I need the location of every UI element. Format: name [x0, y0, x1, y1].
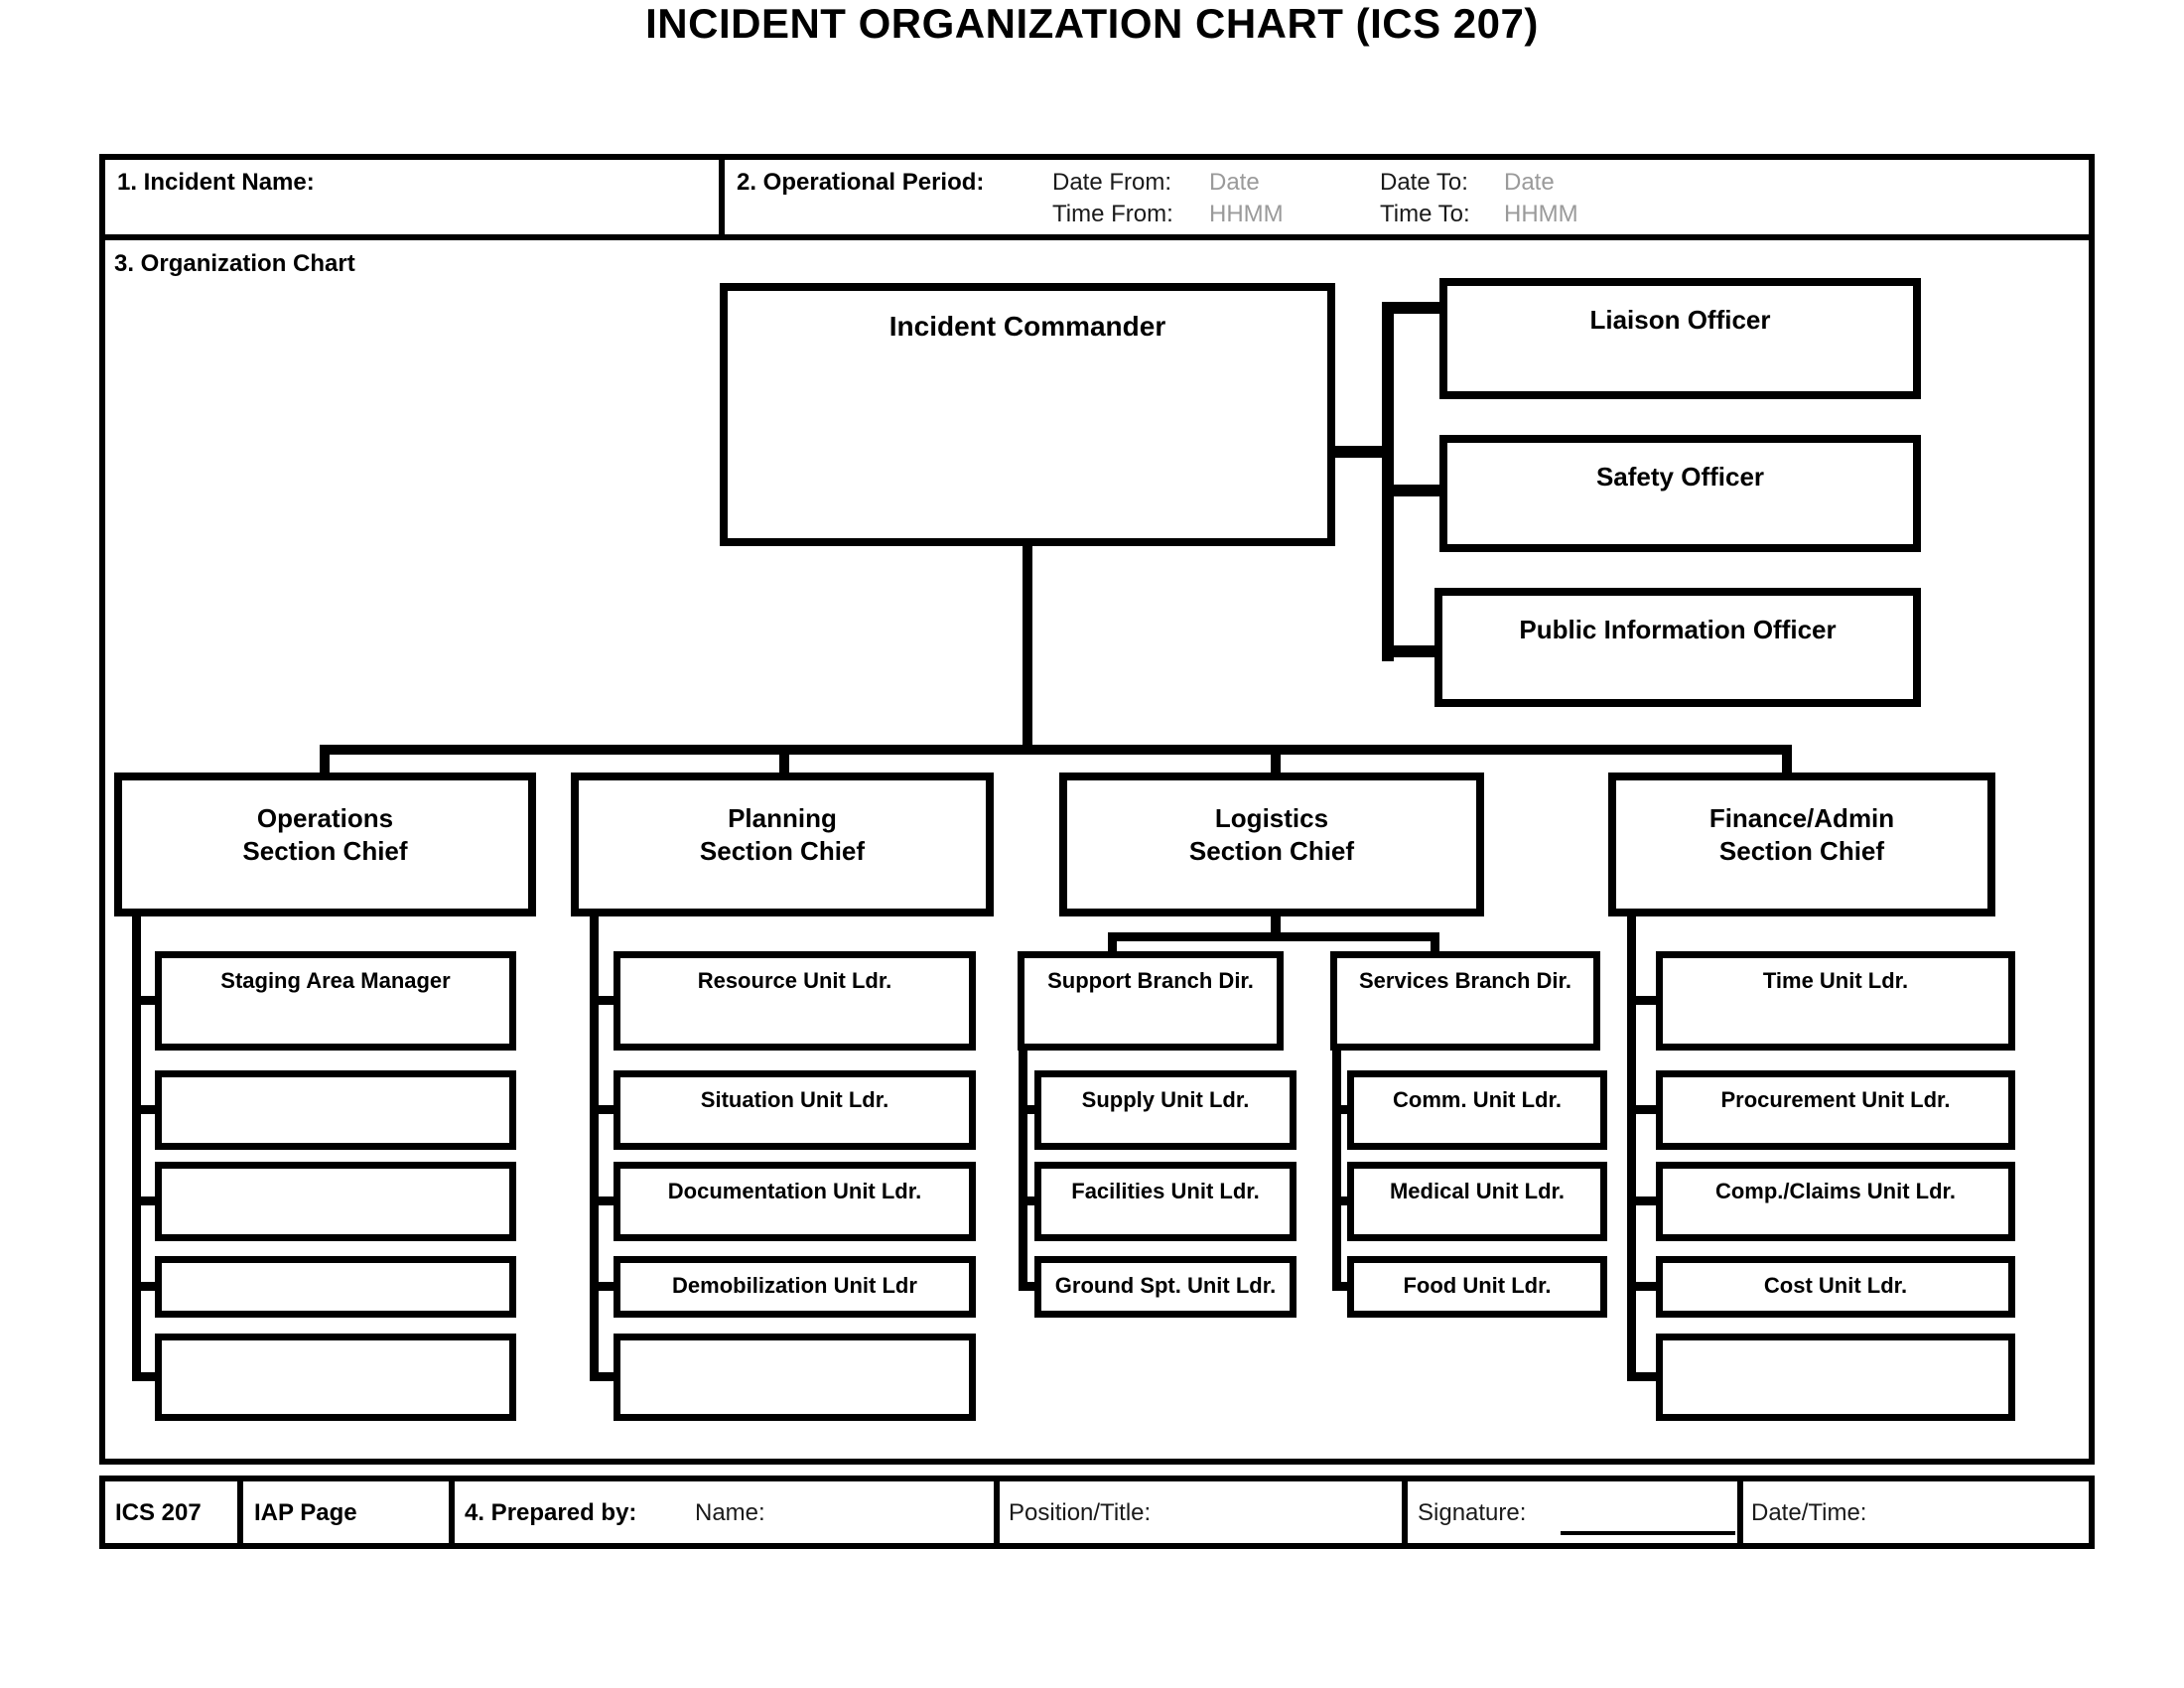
finance-chief-label: Finance/Admin Section Chief: [1708, 803, 1895, 866]
time-from-field[interactable]: HHMM: [1209, 201, 1284, 227]
logistics-chief-box[interactable]: [1059, 773, 1484, 916]
support-branch-box[interactable]: Support Branch Dir.: [1018, 951, 1284, 1051]
footer-position-label[interactable]: Position/Title:: [1009, 1499, 1152, 1526]
footer-divider-3: [994, 1476, 1000, 1549]
planning-chief-box[interactable]: [571, 773, 994, 916]
footer-prepared-by-label: 4. Prepared by:: [465, 1499, 637, 1526]
finance-chief-box[interactable]: [1608, 773, 1995, 916]
connector-services-spine: [1332, 1045, 1341, 1287]
date-to-label: Date To:: [1380, 169, 1468, 196]
connector-ic-drop: [1023, 544, 1032, 755]
operations-chief-box[interactable]: [114, 773, 536, 916]
incident-name-field[interactable]: [328, 164, 715, 233]
connector-liaison-stub: [1382, 302, 1439, 314]
footer-signature-label[interactable]: Signature:: [1418, 1499, 1527, 1526]
footer-divider-4: [1402, 1476, 1408, 1549]
public-information-officer-box[interactable]: [1434, 588, 1921, 707]
finance-unit-box-2[interactable]: Procurement Unit Ldr.: [1656, 1070, 2015, 1150]
services-unit-box-2[interactable]: Medical Unit Ldr.: [1347, 1162, 1607, 1241]
planning-chief-label: Planning Section Chief: [699, 803, 866, 866]
operations-unit-box-1[interactable]: Staging Area Manager: [155, 951, 516, 1051]
signature-underline[interactable]: [1561, 1531, 1735, 1535]
date-from-field[interactable]: Date: [1209, 169, 1260, 196]
planning-unit-box-2[interactable]: Situation Unit Ldr.: [614, 1070, 976, 1150]
date-to-field[interactable]: Date: [1504, 169, 1555, 196]
footer-datetime-label[interactable]: Date/Time:: [1751, 1499, 1867, 1526]
operations-unit-box-2[interactable]: [155, 1070, 516, 1150]
footer-iap-page: IAP Page: [254, 1499, 357, 1526]
finance-unit-box-3[interactable]: Comp./Claims Unit Ldr.: [1656, 1162, 2015, 1241]
footer-divider-1: [237, 1476, 243, 1549]
time-from-label: Time From:: [1052, 201, 1173, 227]
finance-unit-box-4[interactable]: Cost Unit Ldr.: [1656, 1256, 2015, 1318]
support-unit-box-1[interactable]: Supply Unit Ldr.: [1034, 1070, 1297, 1150]
safety-officer-label: Safety Officer: [1595, 462, 1765, 492]
connector-planning-spine: [590, 914, 599, 1381]
operations-unit-box-3[interactable]: [155, 1162, 516, 1241]
services-unit-box-1[interactable]: Comm. Unit Ldr.: [1347, 1070, 1607, 1150]
operations-unit-box-5[interactable]: [155, 1334, 516, 1421]
finance-unit-box-1[interactable]: Time Unit Ldr.: [1656, 951, 2015, 1051]
connector-pio-stub: [1382, 645, 1434, 657]
connector-operations-spine: [132, 914, 141, 1381]
liaison-officer-box[interactable]: [1439, 278, 1921, 399]
time-to-field[interactable]: HHMM: [1504, 201, 1578, 227]
planning-unit-box-4[interactable]: Demobilization Unit Ldr: [614, 1256, 976, 1318]
planning-unit-box-3[interactable]: Documentation Unit Ldr.: [614, 1162, 976, 1241]
operations-unit-box-4[interactable]: [155, 1256, 516, 1318]
date-from-label: Date From:: [1052, 169, 1172, 196]
header-divider: [719, 154, 725, 240]
support-unit-box-3[interactable]: Ground Spt. Unit Ldr.: [1034, 1256, 1297, 1318]
header-bottom-border: [99, 234, 2095, 240]
op-period-label: 2. Operational Period:: [737, 169, 985, 196]
footer-name-label[interactable]: Name:: [695, 1499, 765, 1526]
connector-support-spine: [1019, 1045, 1027, 1287]
planning-unit-box-1[interactable]: Resource Unit Ldr.: [614, 951, 976, 1051]
time-to-label: Time To:: [1380, 201, 1470, 227]
connector-officers-spine: [1382, 302, 1394, 661]
connector-safety-stub: [1382, 485, 1439, 496]
planning-unit-box-5[interactable]: [614, 1334, 976, 1421]
support-unit-box-2[interactable]: Facilities Unit Ldr.: [1034, 1162, 1297, 1241]
incident-commander-label: Incident Commander: [888, 311, 1166, 342]
footer-divider-2: [449, 1476, 455, 1549]
operations-chief-label: Operations Section Chief: [242, 803, 408, 866]
page-title: INCIDENT ORGANIZATION CHART (ICS 207): [645, 0, 1539, 47]
incident-name-label: 1. Incident Name:: [117, 169, 315, 196]
safety-officer-box[interactable]: [1439, 435, 1921, 552]
public-information-officer-label: Public Information Officer: [1519, 615, 1837, 644]
connector-finance-spine: [1627, 914, 1636, 1381]
footer-form-id: ICS 207: [115, 1499, 202, 1526]
finance-unit-box-5[interactable]: [1656, 1334, 2015, 1421]
services-unit-box-3[interactable]: Food Unit Ldr.: [1347, 1256, 1607, 1318]
logistics-chief-label: Logistics Section Chief: [1188, 803, 1355, 866]
incident-commander-box[interactable]: [720, 283, 1335, 546]
liaison-officer-label: Liaison Officer: [1589, 305, 1771, 335]
footer-divider-5: [1737, 1476, 1743, 1549]
connector-logistics-t-bar: [1108, 932, 1439, 941]
services-branch-box[interactable]: Services Branch Dir.: [1330, 951, 1600, 1051]
connector-section-bus: [320, 745, 1792, 755]
org-chart-section-label: 3. Organization Chart: [114, 250, 355, 277]
